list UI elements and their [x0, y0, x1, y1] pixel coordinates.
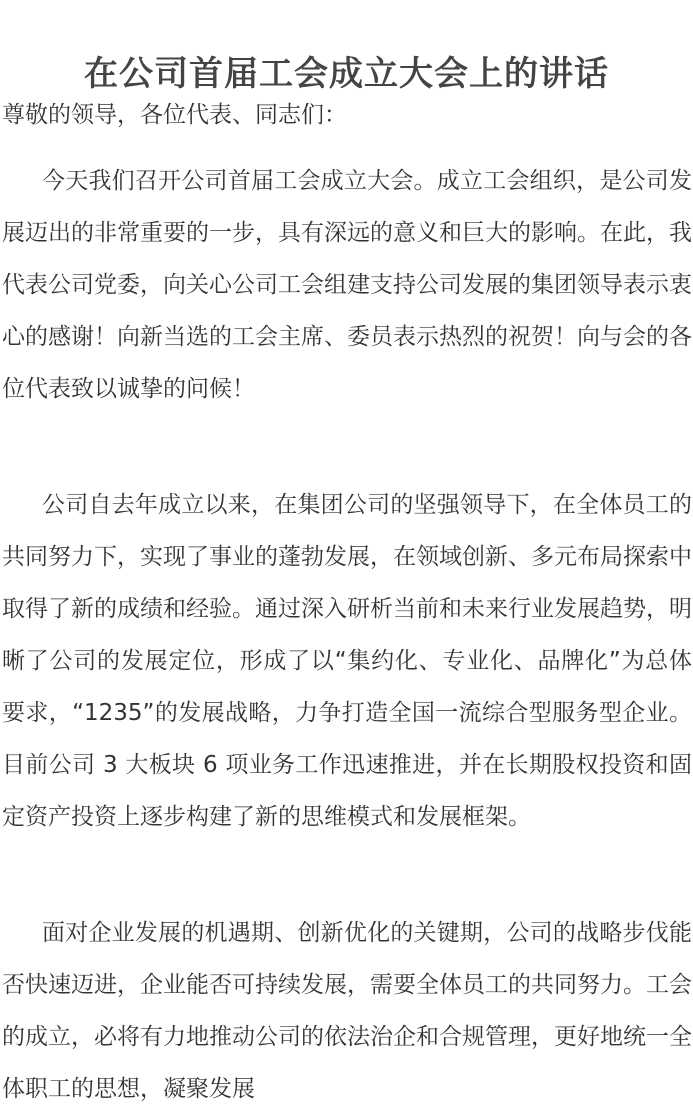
- document-title: 在公司首届工会成立大会上的讲话: [84, 53, 609, 94]
- paragraph-3: 面对企业发展的机遇期、创新优化的关键期，公司的战略步伐能否快速迈进，企业能否可持续发展，需要全体员工的共同努力。工会的成立，必将有力地推动公司的依法治企和合规管理，更好地统一全体职工的思想，凝聚发展: [2, 920, 692, 1102]
- paragraph-1: 今天我们召开公司首届工会成立大会。成立工会组织，是公司发展迈出的非常重要的一步，具有深远的意义和巨大的影响。在此，我代表公司党委，向关心公司工会组建支持公司发展的集团领导表示衷心的感谢！向新当选的工会主席、委员表示热烈的祝贺！向与会的各位代表致以诚挚的问候！: [2, 168, 692, 402]
- salutation: 尊敬的领导，各位代表、同志们：: [2, 102, 347, 128]
- paragraph-2: 公司自去年成立以来，在集团公司的坚强领导下，在全体员工的共同努力下，实现了事业的蓬勃发展，在领域创新、多元布局探索中取得了新的成绩和经验。通过深入研析当前和未来行业发展趋势，明晰了公司的发展定位，形成了以“集约化、专业化、品牌化”为总体要求，“1235”的发展战略，力争打造全国一流综合型服务型企业。目前公司 3 大板块 6 项业务工作迅速推进，并在长期股权投资和固定资产投资上逐步构建了新的思维模式和发展框架。: [2, 492, 692, 830]
